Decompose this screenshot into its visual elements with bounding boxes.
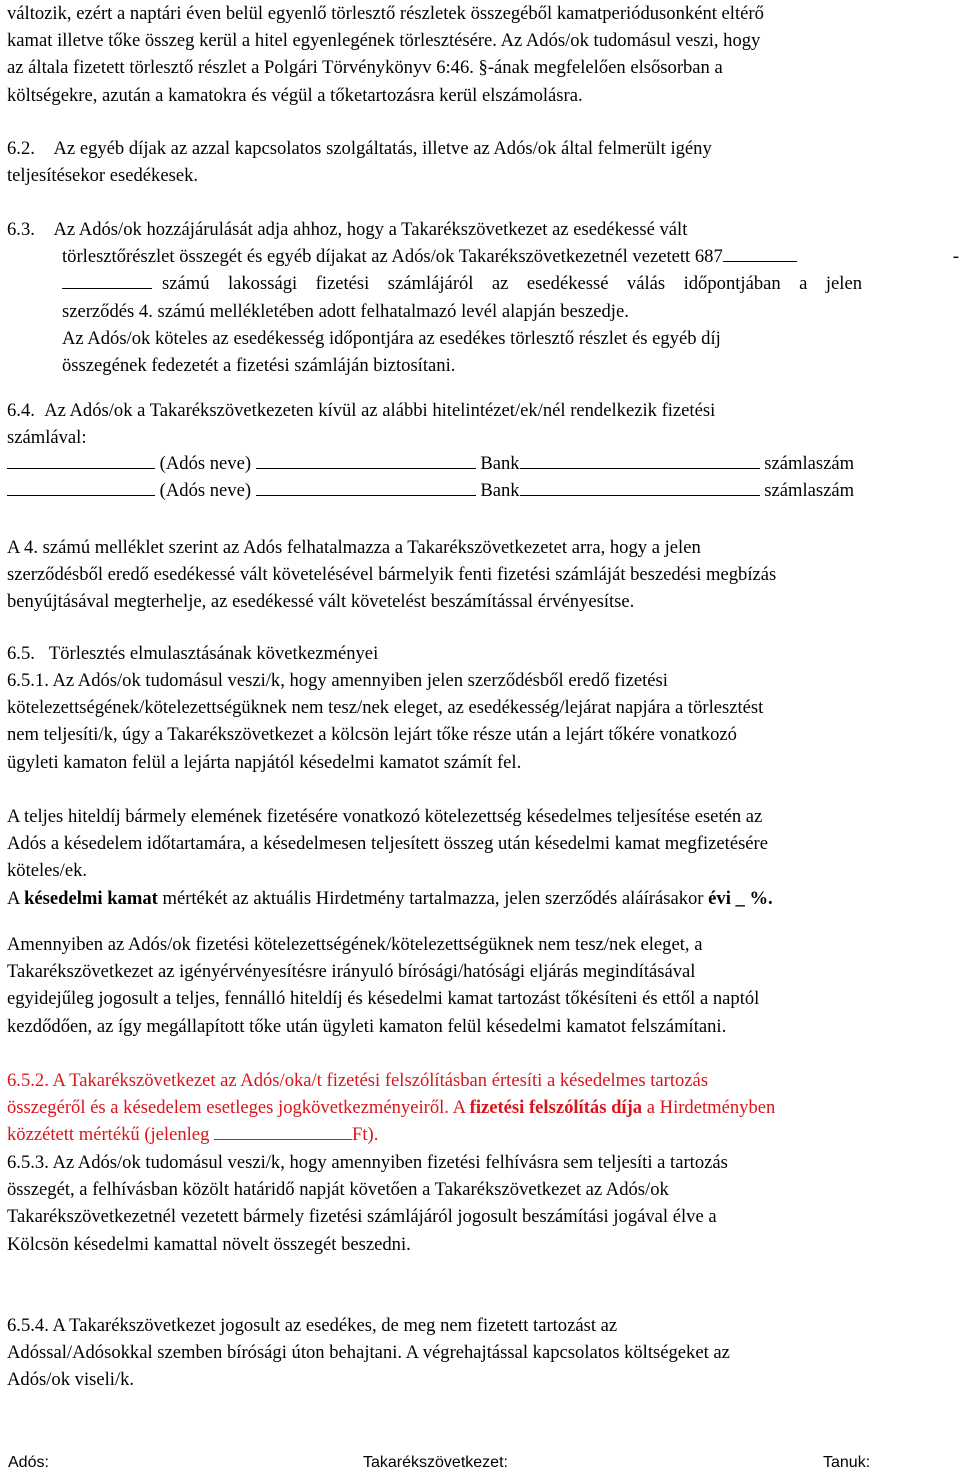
text-line: szerződés 4. számú mellékletében adott felhatalmazó levél alapján beszedje. xyxy=(62,300,629,322)
text-line: köteles/ek. xyxy=(7,860,88,882)
text-line: kötelezettségének/kötelezettségüknek nem tesz/nek eleget, az esedékesség/lejárat napjára a törlesztést xyxy=(7,697,764,719)
late-fee-paragraph xyxy=(7,803,959,912)
text-line: Kölcsön késedelmi kamattal növelt összegét beszedni. xyxy=(7,1233,411,1255)
section-6-4 xyxy=(7,397,959,451)
section-6-5 xyxy=(7,640,959,667)
bank-label: Bank xyxy=(480,480,520,501)
section-6-5-1 xyxy=(7,667,959,776)
text-line: Amennyiben az Adós/ok fizetési kötelezettségének/kötelezettségüknek nem tesz/nek eleget, a xyxy=(7,934,703,955)
bank-label: Bank xyxy=(480,453,520,474)
text-line: 6.5.4. A Takarékszövetkezet jogosult az esedékes, de meg nem fizetett tartozást az xyxy=(7,1315,618,1336)
text-line: egyidejűleg jogosult a teljes, fennálló hiteldíj és késedelmi kamat tartozást tőkésíteni és ettől a naptól xyxy=(7,988,760,1010)
text-line: Takarékszövetkezetnél vezetett bármely fizetési számlájáról jogosult beszámítási jogával élve a xyxy=(7,1206,717,1228)
section-6-3 xyxy=(7,216,959,379)
text-line: 6.5.1. Az Adós/ok tudomásul veszi/k, hogy amennyiben jelen szerződésből eredő fizetési xyxy=(7,670,668,691)
bank-signature-label: Takarékszövetkezet: xyxy=(363,1454,508,1471)
section-6-5-4 xyxy=(7,1312,959,1394)
witness-signature-label: Tanuk: xyxy=(823,1454,871,1471)
text-segment: Ft). xyxy=(352,1124,379,1146)
account-number-blank xyxy=(520,452,760,469)
text-line: törlesztőrészlet összegét és egyéb díjakat az Adós/ok Takarékszövetkezetnél vezetett 687 xyxy=(62,246,723,268)
text-line: benyújtásával megterhelje, az esedékessé vált követelést beszámítással érvényesítse. xyxy=(7,591,635,613)
text-line: szerződésből eredő esedékessé vált követelésével bármelyik fenti fizetési számláját beszedési megbízás xyxy=(7,564,777,586)
text-line: Az Adós/ok hozzájárulását adja ahhoz, hogy a Takarékszövetkezet az esedékessé vált xyxy=(53,219,688,240)
text-line: összegét, a felhívásban közölt határidő napját követően a Takarékszövetkezet az Adós/ok xyxy=(7,1179,669,1201)
text-line: nem teljesíti/k, úgy a Takarékszövetkezet a kölcsön lejárt tőke része után a lejárt tőkére vonatkozó xyxy=(7,724,737,746)
account-number-blank xyxy=(520,479,760,496)
account-row xyxy=(7,479,854,502)
text-line: A teljes hiteldíj bármely elemének fizetésére vonatkozó kötelezettség késedelmes teljesítése esetén az xyxy=(7,806,763,827)
section-number: 6.5. xyxy=(7,643,35,664)
account-number-label: számlaszám xyxy=(764,480,855,501)
section-number: 6.2. xyxy=(7,138,35,159)
text-line: Adóssal/Adósokkal szemben bírósági úton behajtani. A végrehajtással kapcsolatos költségeket az xyxy=(7,1342,730,1364)
text-line: kezdődően, az így megállapított tőke után ügyleti kamaton felül késedelmi kamatot felszámítani. xyxy=(7,1015,727,1037)
text-segment: a Hirdetményben xyxy=(642,1097,776,1119)
text-line: Az Adós/ok a Takarékszövetkezeten kívül az alábbi hitelintézet/ek/nél rendelkezik fizetési xyxy=(44,400,716,421)
text-line: összegének fedezetét a fizetési számláján biztosítani. xyxy=(62,355,456,377)
text-line: 6.5.3. Az Adós/ok tudomásul veszi/k, hogy amennyiben fizetési felhívásra sem teljesíti a tartozás xyxy=(7,1152,728,1173)
section-6-2 xyxy=(7,135,959,189)
section-6-5-2 xyxy=(7,1067,959,1149)
text-line: az általa fizetett törlesztő részlet a Polgári Törvénykönyv 6:46. §-ának megfelelően elsősorban a xyxy=(7,57,723,79)
text-line: ügyleti kamaton felül a lejárta napjától késedelmi kamatot számít fel. xyxy=(7,751,522,773)
late-interest-rate-line: A késedelmi kamat mértékét az aktuális Hirdetmény tartalmazza, jelen szerződés aláírásakor évi _ %. xyxy=(7,887,773,909)
bank-name-blank xyxy=(256,452,476,469)
text-line: Takarékszövetkezet az igényérvényesítésre irányuló bírósági/hatósági eljárás megindításával xyxy=(7,961,696,983)
section-number: 6.3. xyxy=(7,219,35,240)
text-line: Adós/ok viseli/k. xyxy=(7,1369,135,1391)
text-line: számú lakossági fizetési számlájáról az esedékessé válás időpontjában a jelen xyxy=(162,273,862,295)
debtor-name-blank xyxy=(7,479,155,496)
section-title: Törlesztés elmulasztásának következményei xyxy=(48,643,379,664)
text-segment: közzétett mértékű (jelenleg xyxy=(7,1124,215,1146)
bank-name-blank xyxy=(256,479,476,496)
debtor-signature-label: Adós: xyxy=(8,1454,49,1471)
text-line: számlával: xyxy=(7,427,87,449)
text-line: Adós a késedelem időtartamára, a késedelmesen teljesített összeg után késedelmi kamat megfizetésére xyxy=(7,833,769,855)
dash: - xyxy=(952,246,959,268)
text-line: 6.5.2. A Takarékszövetkezet az Adós/oka/t fizetési felszólításban értesíti a késedelmes tartozás xyxy=(7,1070,709,1091)
text-line: teljesítésekor esedékesek. xyxy=(7,165,199,187)
account-row xyxy=(7,452,854,475)
section-6-5-3 xyxy=(7,1149,959,1258)
text-line: változik, ezért a naptári éven belül egyenlő törlesztő részletek összegéből kamatperiódusonként eltérő xyxy=(7,3,764,24)
debtor-name-blank xyxy=(7,452,155,469)
text-line: Az egyéb díjak az azzal kapcsolatos szolgáltatás, illetve az Adós/ok által felmerült igény xyxy=(53,138,712,159)
account-blank xyxy=(62,272,152,289)
fee-amount-blank xyxy=(214,1123,352,1140)
annex-4-paragraph xyxy=(7,534,959,616)
account-number-label: számlaszám xyxy=(764,453,855,474)
debtor-name-label: (Adós neve) xyxy=(159,453,252,474)
late-interest-term: késedelmi kamat xyxy=(24,887,158,909)
annual-rate-value: évi _ %. xyxy=(708,887,773,909)
account-blank xyxy=(723,245,797,262)
text-line: költségekre, azután a kamatokra és végül a tőketartozásra kerül elszámolásra. xyxy=(7,84,583,106)
acceleration-paragraph xyxy=(7,931,959,1040)
text-segment: összegéről és a késedelem esetleges jogkövetkezményeiről. A xyxy=(7,1097,470,1119)
text-line: kamat illetve tőke összeg kerül a hitel egyenlegének törlesztésére. Az Adós/ok tudomásul veszi, hogy xyxy=(7,30,761,52)
payment-notice-fee-term: fizetési felszólítás díja xyxy=(469,1097,643,1119)
text-line: A 4. számú melléklet szerint az Adós felhatalmazza a Takarékszövetkezetet arra, hogy a jelen xyxy=(7,537,701,558)
debtor-name-label: (Adós neve) xyxy=(159,480,252,501)
section-number: 6.4. xyxy=(7,400,35,421)
text-line: Az Adós/ok köteles az esedékesség időpontjára az esedékes törlesztő részlet és egyéb díj xyxy=(62,327,721,349)
intro-paragraph xyxy=(7,0,764,109)
